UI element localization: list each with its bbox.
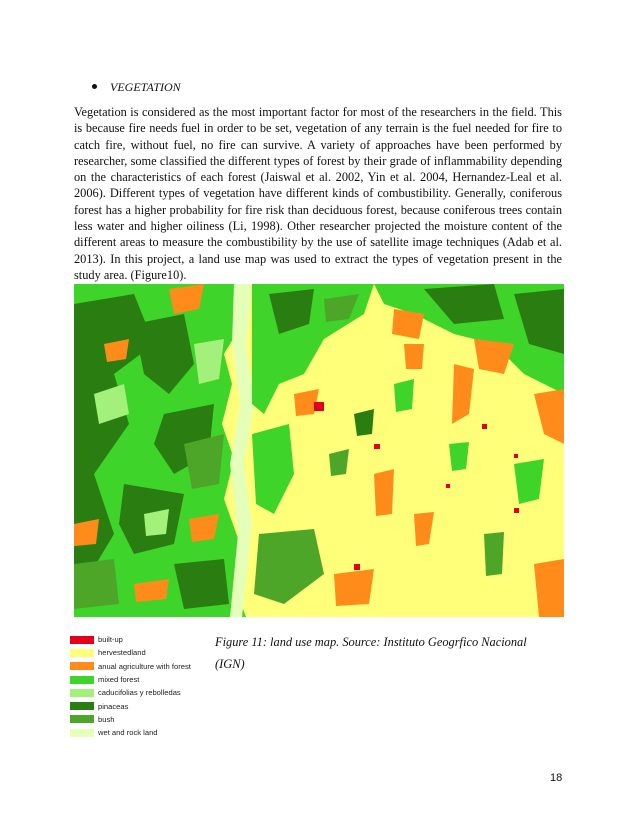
legend-label: wet and rock land xyxy=(98,728,158,738)
legend-item xyxy=(70,699,230,712)
section-heading-label: VEGETATION xyxy=(110,80,181,94)
legend-item xyxy=(70,726,230,739)
legend-label: hervestedland xyxy=(98,648,146,658)
legend-swatch xyxy=(70,702,94,710)
legend-item xyxy=(70,633,230,646)
section-heading xyxy=(92,80,181,95)
legend-label: caducifolias y rebolledas xyxy=(98,688,181,698)
legend-swatch xyxy=(70,649,94,657)
land-use-map-image xyxy=(74,284,564,617)
legend-item xyxy=(70,660,230,673)
legend-swatch xyxy=(70,676,94,684)
legend-label: bush xyxy=(98,714,115,724)
legend-swatch xyxy=(70,662,94,670)
legend-label: mixed forest xyxy=(98,675,140,685)
legend-swatch xyxy=(70,715,94,723)
page-number: 18 xyxy=(550,772,563,784)
map-legend xyxy=(70,633,230,739)
legend-label: pinaceas xyxy=(98,701,129,711)
legend-swatch xyxy=(70,729,94,737)
legend-item xyxy=(70,713,230,726)
figure-caption: Figure 11: land use map. Source: Instituto Geogrfico Nacional (IGN) xyxy=(215,635,527,671)
legend-item xyxy=(70,686,230,699)
legend-label: built-up xyxy=(98,635,123,645)
legend-label: anual agriculture with forest xyxy=(98,661,191,671)
legend-item xyxy=(70,646,230,659)
land-use-map xyxy=(74,284,564,617)
legend-item xyxy=(70,673,230,686)
body-paragraph: Vegetation is considered as the most important factor for most of the researchers in the field. This is because fire needs fuel in order to be set, vegetation of any terrain is the fuel needed for fire to catch fire, without fuel, no fire can survive. A variety of approaches have been performed by researcher, some classified the different types of forest by their grade of inflammability depending on the characteristics of each forest (Jaiswal et al. 2002, Yin et al. 2004, Hernandez-Leal et al. 2006). Different types of vegetation have different kinds of combustibility. Generally, coniferous forest has a higher probability for fire risk than deciduous forest, because coniferous trees contain less water and higher oiliness (Li, 1998). Other researcher projected the moisture content of the different areas to measure the combustibility by the use of satellite image techniques (Adab et al. 2013). In this project, a land use map was used to extract the types of vegetation present in the study area. (Figure10). xyxy=(74,105,562,282)
legend-swatch xyxy=(70,636,94,644)
legend-swatch xyxy=(70,689,94,697)
bullet-icon xyxy=(92,84,97,89)
